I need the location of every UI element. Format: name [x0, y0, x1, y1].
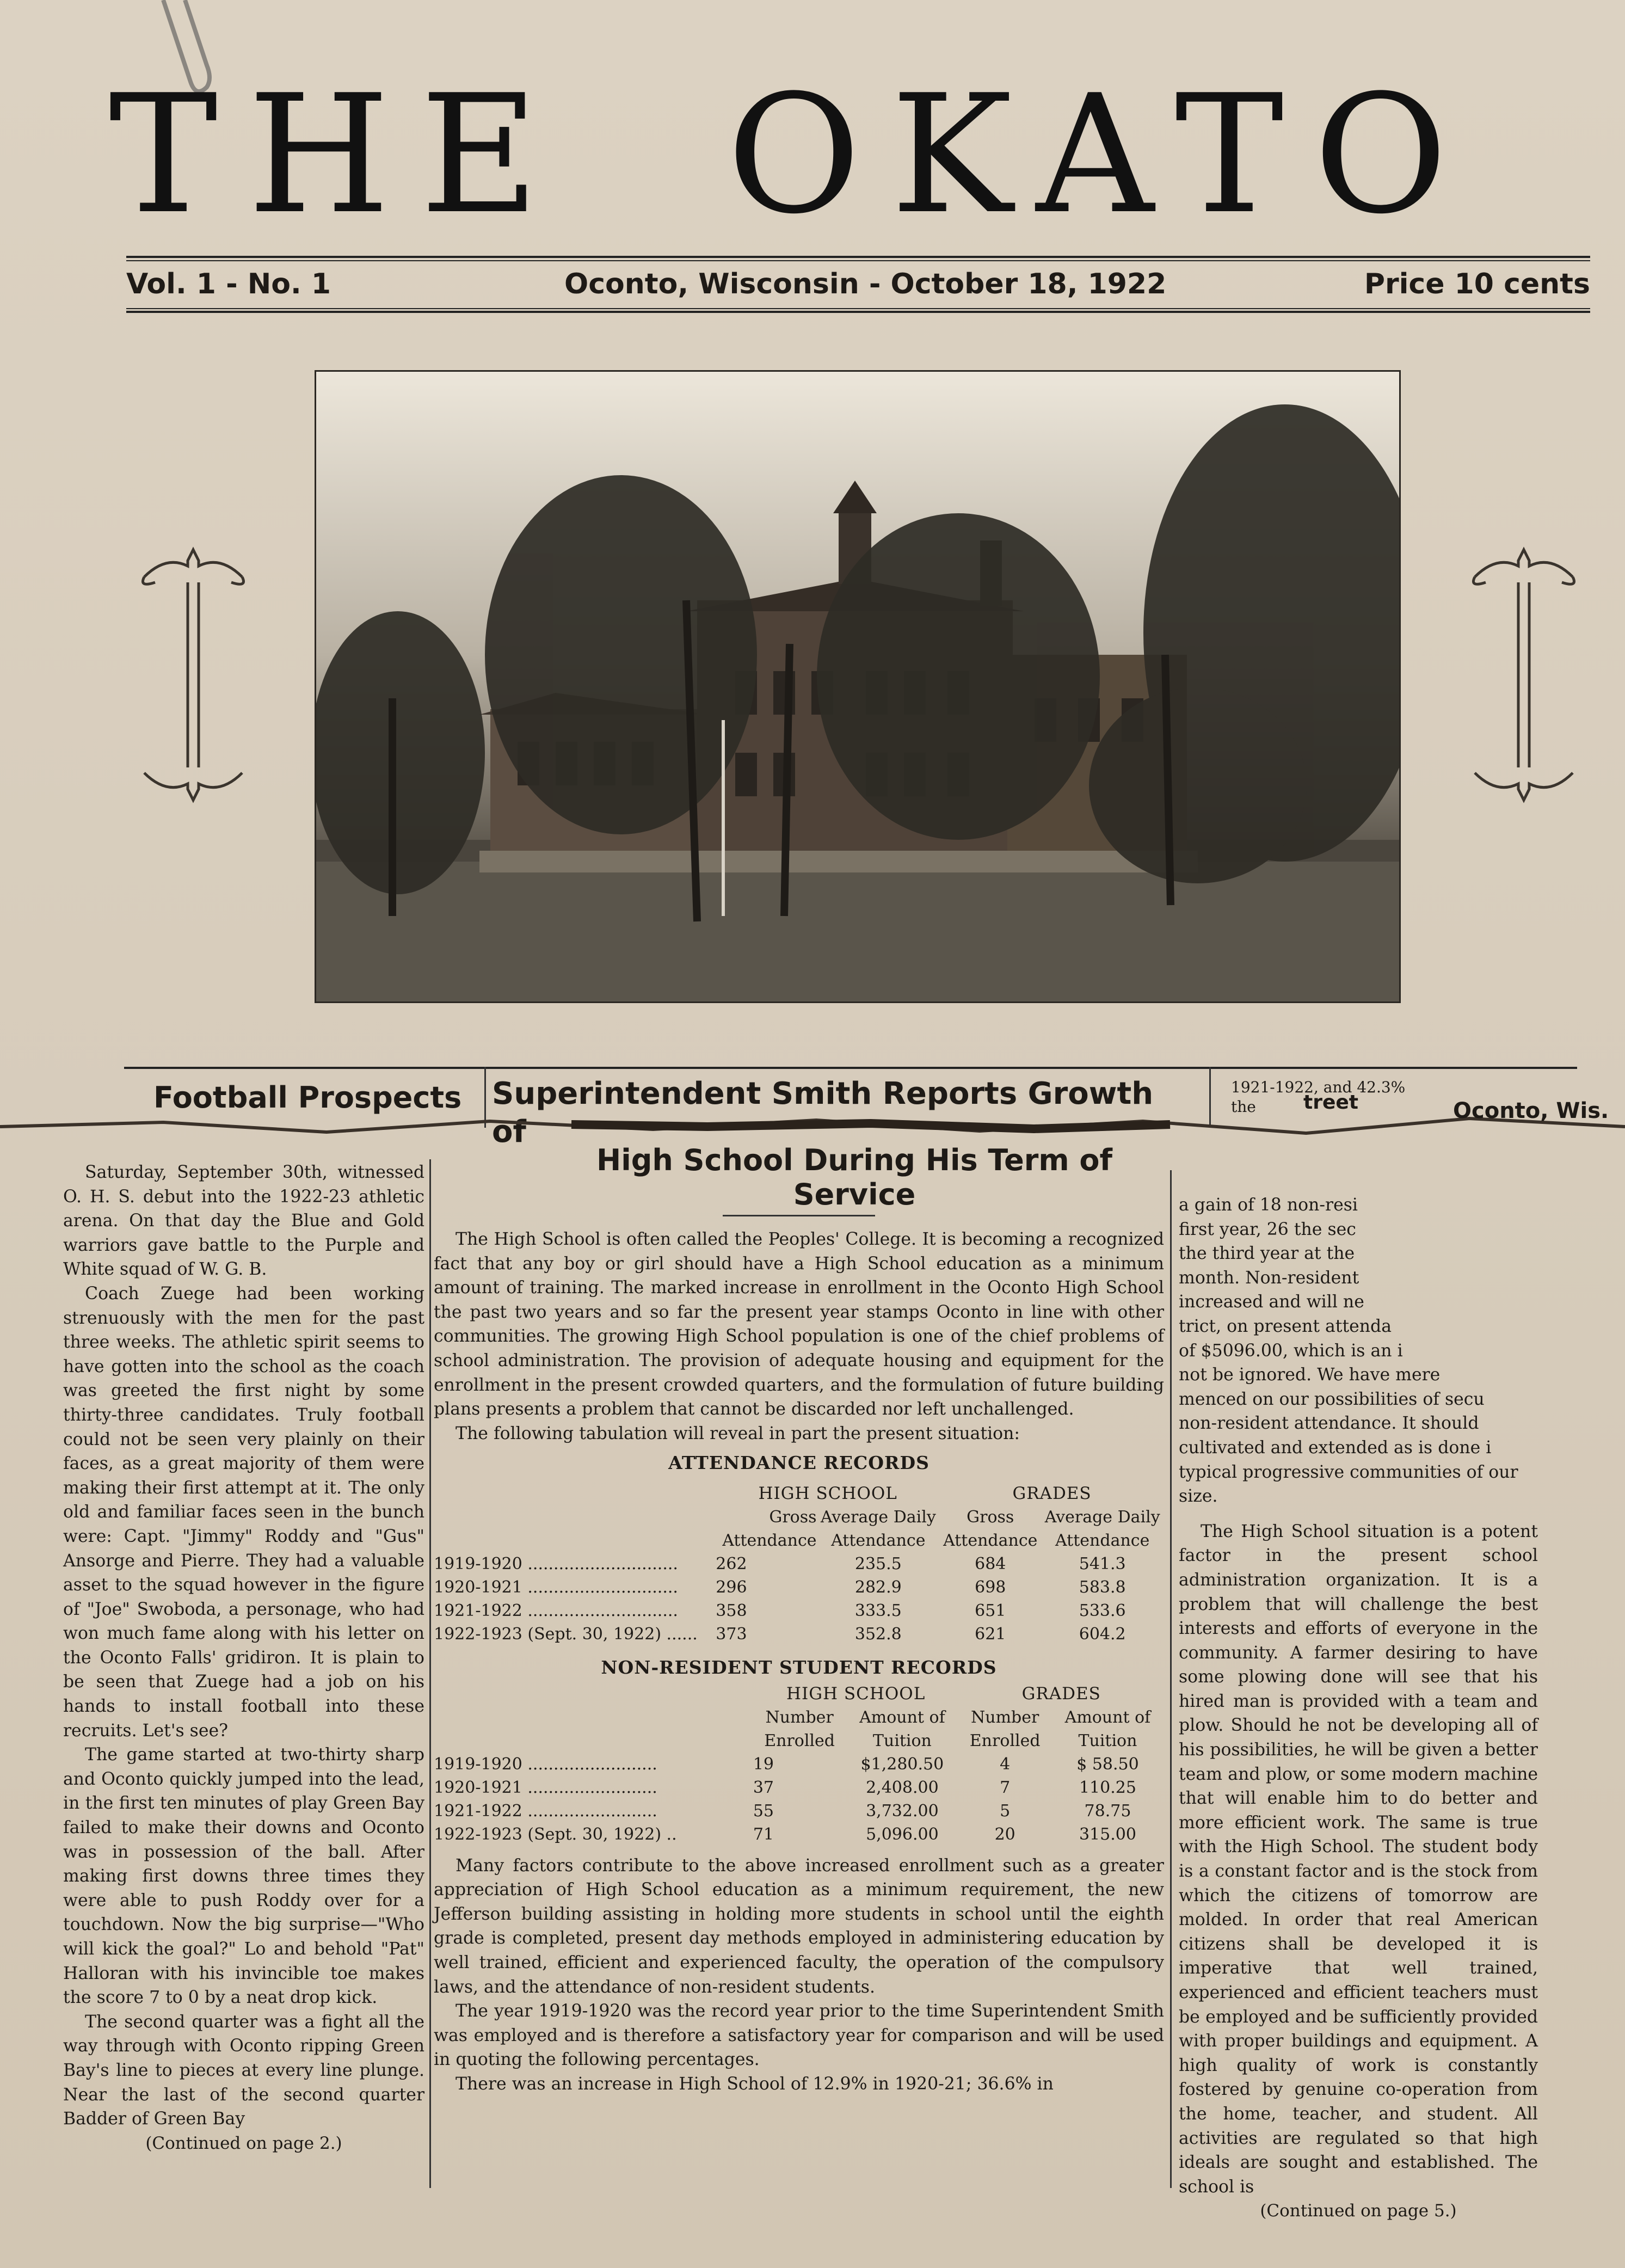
overlay-town-label: Oconto, Wis. [1453, 1098, 1609, 1123]
att-col3b: Attendance [943, 1531, 1038, 1550]
hs-enrolled: 19 [753, 1754, 774, 1774]
headline-underline [723, 1215, 875, 1216]
table-row [434, 1576, 1164, 1599]
fragment-line: typical progressive communities of our [1179, 1462, 1518, 1482]
fragment-top-line: 1921-1922, and 42.3% [1231, 1078, 1406, 1096]
table-row [434, 1622, 1164, 1646]
nr-col4b: Tuition [1078, 1731, 1137, 1750]
attendance-group-grades: GRADES [1012, 1483, 1092, 1503]
fragment-line: cultivated and extended as is done i [1179, 1437, 1492, 1458]
table-row [434, 1552, 1164, 1576]
masthead-title-left: THE [109, 60, 569, 250]
hs-tuition: 5,096.00 [866, 1824, 939, 1844]
price: Price 10 cents [1364, 268, 1590, 300]
increase-paragraph: There was an increase in High School of 12.9% in 1920-21; 36.6% in [456, 2074, 1054, 2094]
att-col2a: Average Daily [820, 1507, 936, 1527]
dateline-rule-bottom [126, 311, 1590, 313]
att-col3a: Gross [967, 1507, 1014, 1527]
nr-col2a: Amount of [859, 1707, 945, 1727]
attendance-group-header [434, 1482, 1164, 1505]
grades-tuition: $ 58.50 [1076, 1754, 1139, 1774]
fragment-top-line-2: the [1231, 1098, 1256, 1116]
nr-col3b: Enrolled [969, 1731, 1041, 1750]
superintendent-headline-line-2: High School During His Term of Service [596, 1143, 1112, 1212]
hs-gross: 358 [716, 1601, 747, 1620]
hs-gross: 262 [716, 1554, 747, 1574]
year: 1919-1920 [434, 1754, 522, 1774]
hs-average: 352.8 [854, 1624, 902, 1644]
table-row [434, 1799, 1164, 1823]
masthead-rule-top-thin [126, 260, 1590, 261]
grades-average: 541.3 [1079, 1554, 1126, 1574]
nr-col2b: Tuition [872, 1731, 932, 1750]
att-col2b: Attendance [831, 1531, 926, 1550]
grades-enrolled: 5 [1000, 1801, 1011, 1821]
table-row [434, 1823, 1164, 1846]
att-col4b: Attendance [1055, 1531, 1150, 1550]
nonresident-table [434, 1682, 1164, 1846]
grades-tuition: 110.25 [1079, 1778, 1136, 1797]
dot-leader: (Sept. 30, 1922) .. [522, 1824, 677, 1844]
fragment-line: the third year at the [1179, 1244, 1355, 1264]
football-paragraph-2: Coach Zuege had been working strenuously with the men for the past three weeks. The athletic spirit seems to have gotten into the school as the coach was greeted the first night by some thirty-three candidates. Truly football could not be seen very plainly on their faces, as a great majority of them were making their first attempt at it. The only old and familiar faces seen in the bunch were: Capt. "Jimmy" Roddy and "Gus" Ansorge and Pierre. They had a valuable asset to the squad however in the figure of "Joe" Swoboda, a personage, who had won much fame along with his letter on the Oconto Falls' gridiron. It is plain to be seen that Zuege had a job on his hands to install football into these recruits. Let's see? [63, 1283, 424, 1741]
dateline [126, 262, 1590, 306]
hs-gross: 296 [716, 1577, 747, 1597]
att-col1b: Attendance [722, 1531, 817, 1550]
hs-tuition: 2,408.00 [866, 1778, 939, 1797]
att-col4a: Average Daily [1044, 1507, 1160, 1527]
football-headline: Football Prospects [153, 1080, 462, 1115]
nonresident-col-header-1 [434, 1706, 1164, 1729]
table-row [434, 1599, 1164, 1622]
dot-leader: ............................. [522, 1601, 678, 1620]
hs-average: 235.5 [854, 1554, 902, 1574]
fragment-line: month. Non-resident [1179, 1268, 1359, 1288]
grades-gross: 621 [975, 1624, 1006, 1644]
fragment-line: menced on our possibilities of secu [1179, 1389, 1485, 1409]
year: 1919-1920 [434, 1554, 522, 1574]
att-col1a: Gross [769, 1507, 817, 1527]
dateline-rule-bottom-thin [126, 308, 1590, 309]
overlay-street-label: treet [1303, 1091, 1359, 1114]
year: 1920-1921 [434, 1778, 522, 1797]
nonresident-col-header-2 [434, 1729, 1164, 1753]
hs-average: 333.5 [854, 1601, 902, 1620]
table-row [434, 1776, 1164, 1799]
column-divider-2 [1170, 1170, 1172, 2188]
dot-leader: (Sept. 30, 1922) ...... [522, 1624, 698, 1644]
football-continued-note: (Continued on page 2.) [145, 2133, 342, 2153]
school-building-illustration [316, 372, 1399, 1001]
fragment-line: a gain of 18 non-resi [1179, 1195, 1358, 1215]
grades-average: 604.2 [1079, 1624, 1126, 1644]
dot-leader: ......................... [522, 1754, 657, 1774]
hs-enrolled: 55 [753, 1801, 774, 1821]
grades-tuition: 315.00 [1079, 1824, 1136, 1844]
grades-average: 583.8 [1079, 1577, 1126, 1597]
hs-enrolled: 37 [753, 1778, 774, 1797]
hs-average: 282.9 [854, 1577, 902, 1597]
grades-average: 533.6 [1079, 1601, 1126, 1620]
nr-col4a: Amount of [1064, 1707, 1151, 1727]
dot-leader: ......................... [522, 1778, 657, 1797]
fragment-line: first year, 26 the sec [1179, 1219, 1356, 1239]
masthead-title [109, 60, 1578, 250]
grades-gross: 651 [975, 1601, 1006, 1620]
fragment-line: size. [1179, 1486, 1218, 1507]
attendance-caption: ATTENDANCE RECORDS [668, 1452, 930, 1474]
hs-enrolled: 71 [753, 1824, 774, 1844]
right-continued-note: (Continued on page 5.) [1260, 2201, 1457, 2221]
attendance-col-header-1 [434, 1505, 1164, 1529]
masthead-title-right: OKATO [727, 60, 1478, 250]
grades-tuition: 78.75 [1084, 1801, 1131, 1821]
attendance-table [434, 1482, 1164, 1646]
football-paragraph-1: Saturday, September 30th, witnessed O. H. S. debut into the 1922-23 athletic arena. On that day the Blue and Gold warriors gave battle to the Purple and White squad of W. G. B. [63, 1163, 424, 1280]
grades-enrolled: 20 [994, 1824, 1015, 1844]
right-ornament-icon [1464, 544, 1584, 806]
dot-leader: ............................. [522, 1554, 678, 1574]
year: 1922-1923 [434, 1824, 522, 1844]
year: 1921-1922 [434, 1801, 522, 1821]
place-and-date: Oconto, Wisconsin - October 18, 1922 [564, 268, 1167, 300]
table-row [434, 1753, 1164, 1776]
nr-col1a: Number [765, 1707, 834, 1727]
tabulation-intro: The following tabulation will reveal in part the present situation: [456, 1423, 1020, 1443]
grades-enrolled: 7 [1000, 1778, 1011, 1797]
article-intro: The High School is often called the Peoples' College. It is becoming a recognized fact that any boy or girl should have a High School education as a minimum amount of training. The marked increase in enrollment in the Oconto High School the past two years and so far the present year stamps Oconto in line with other communities. The growing High School population is one of the chief problems of school administration. The provision of adequate housing and equipment for the enrollment in the present crowded quarters, and the formulation of future building plans presents a problem that cannot be discarded nor left unchallenged. [434, 1230, 1164, 1419]
right-article [1179, 1193, 1538, 2223]
nonresident-group-header [434, 1682, 1164, 1706]
grades-gross: 684 [975, 1554, 1006, 1574]
year: 1920-1921 [434, 1577, 522, 1597]
year: 1921-1922 [434, 1601, 522, 1620]
fragment-line: not be ignored. We have mere [1179, 1365, 1441, 1385]
school-building-photo [315, 370, 1401, 1003]
superintendent-headline-line-1: Superintendent Smith Reports Growth of [492, 1076, 1154, 1150]
nonresident-group-grades: GRADES [1021, 1683, 1101, 1704]
hs-tuition: $1,280.50 [860, 1754, 944, 1774]
nonresident-caption: NON-RESIDENT STUDENT RECORDS [601, 1656, 997, 1678]
hs-gross: 373 [716, 1624, 747, 1644]
nonresident-group-hs: HIGH SCHOOL [786, 1683, 926, 1704]
fragment-line: of $5096.00, which is an i [1179, 1341, 1403, 1361]
football-paragraph-3: The game started at two-thirty sharp and Oconto quickly jumped into the lead, in the first ten minutes of play Green Bay failed to make their downs and Oconto was in possession of the ball. After making first downs three times they were able to push Roddy over for a touchdown. Now the big surprise—"Who will kick the goal?" Lo and behold "Pat" Halloran with his invincible toe makes the score 7 to 0 by a neat drop kick. [63, 1745, 424, 2008]
attendance-group-hs: HIGH SCHOOL [758, 1483, 897, 1503]
fragment-line: trict, on present attenda [1179, 1316, 1392, 1336]
grades-gross: 698 [975, 1577, 1006, 1597]
attendance-col-header-2 [434, 1529, 1164, 1552]
grades-enrolled: 4 [1000, 1754, 1011, 1774]
situation-paragraph: The High School situation is a potent factor in the present school administration organization. It is a problem that will challenge the best interests and efforts of everyone in the community. A farmer desiring to have some plowing done will see that his hired man is provided with a team and plow. Should he not be developing all of his possibilities, he will be given a better team and plow, or some modern machine that will enable him to do better and more efficient work. The same is true with the High School. The student body is a constant factor and is the stock from which the citizens of tomorrow are molded. In order that real American citizens shall be developed it is imperative that well trained, experienced and efficient teachers must be employed and be sufficiently provided with proper buildings and equipment. A high quality of work is constantly fostered by genuine co-operation from the home, teacher, and student. All activities are regulated so that high ideals are sought and established. The school is [1179, 1521, 1538, 2197]
football-paragraph-4: The second quarter was a fight all the way through with Oconto ripping Green Bay's line to pieces at every line plunge. Near the last of the second quarter Badder of Green Bay [63, 2012, 424, 2129]
superintendent-article [434, 1215, 1164, 2096]
column-divider-1 [429, 1159, 431, 2188]
factors-paragraph: Many factors contribute to the above increased enrollment such as a greater appreciation of High School education as a minimum requirement, the new Jefferson building assisting in holding more students in school until the eighth grade is completed, present day methods employed in administering education by well trained, efficient and experienced faculty, the operation of the compulsory laws, and the attendance of non-resident students. [434, 1855, 1164, 1997]
volume-number: Vol. 1 - No. 1 [126, 268, 331, 300]
football-article [63, 1160, 424, 2155]
nr-col3a: Number [971, 1707, 1039, 1727]
fragment-line: increased and will ne [1179, 1292, 1364, 1312]
dot-leader: ............................. [522, 1577, 678, 1597]
hs-tuition: 3,732.00 [866, 1801, 939, 1821]
record-year-paragraph: The year 1919-1920 was the record year prior to the time Superintendent Smith was employed and is therefore a satisfactory year for comparison and will be used in quoting the following percentages. [434, 2001, 1164, 2070]
fragment-line: non-resident attendance. It should [1179, 1413, 1479, 1434]
nr-col1b: Enrolled [764, 1731, 835, 1750]
left-ornament-icon [133, 544, 253, 806]
article-section-rule [124, 1067, 1577, 1069]
year: 1922-1923 [434, 1624, 522, 1644]
dot-leader: ......................... [522, 1801, 657, 1821]
masthead-rule-top [126, 256, 1590, 258]
